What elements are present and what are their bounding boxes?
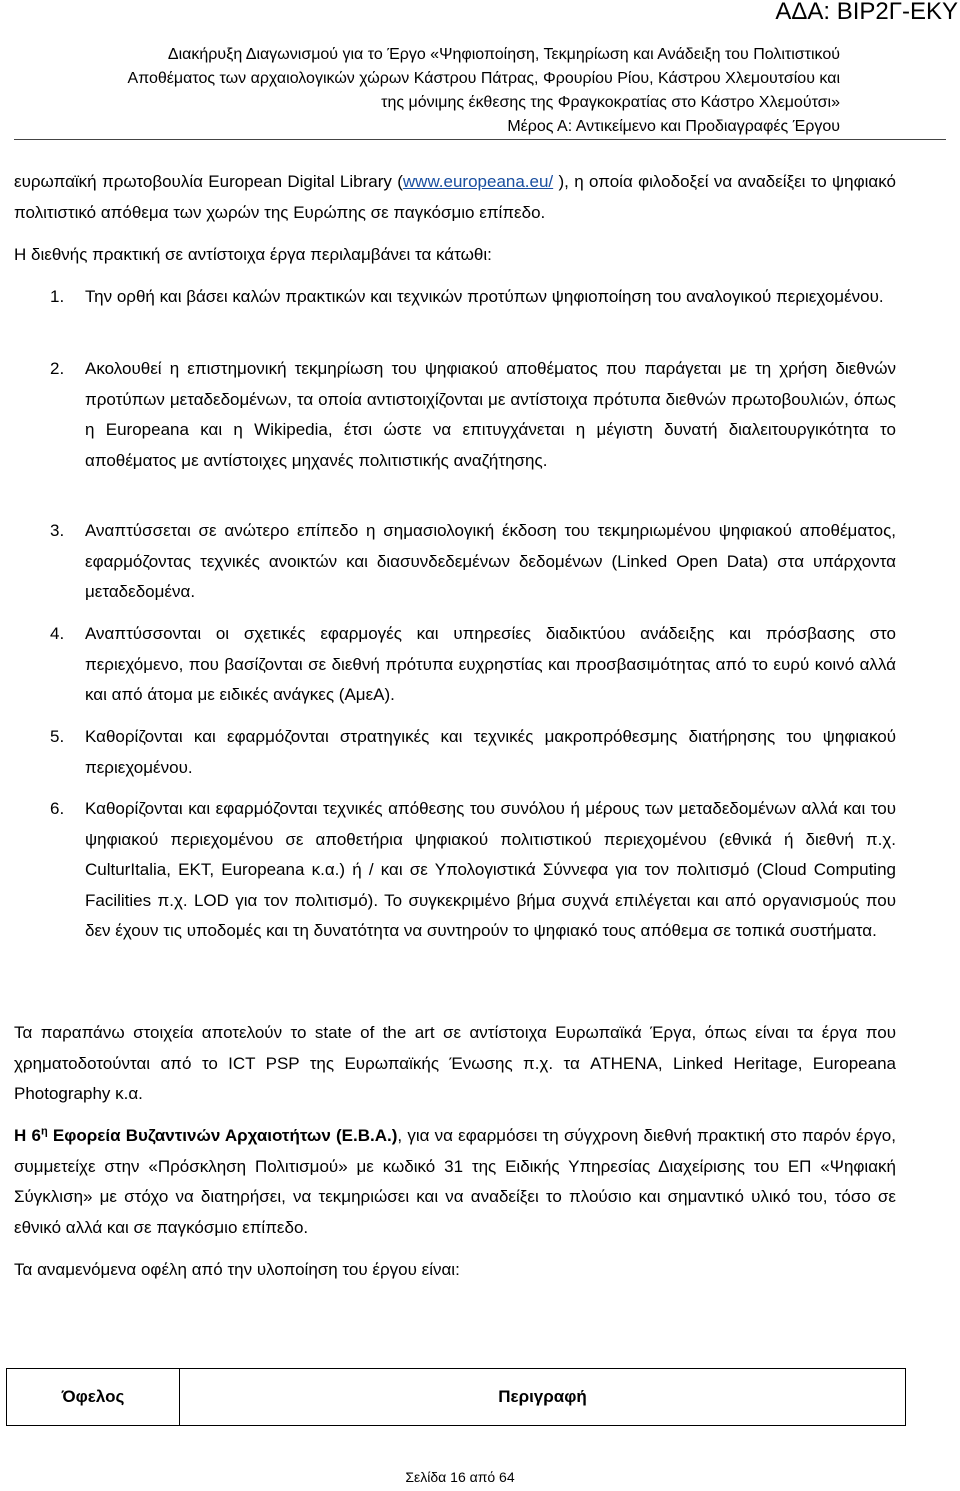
intro-paragraph: [14, 167, 896, 228]
header-line: Μέρος Α: Αντικείμενο και Προδιαγραφές Έργου: [507, 118, 840, 135]
header-line: της μόνιμης έκθεσης της Φραγκοκρατίας στο Κάστρο Χλεμούτσι»: [381, 94, 840, 111]
list-item: [50, 794, 896, 947]
list-text: Αναπτύσσεται σε ανώτερο επίπεδο η σημασιολογική έκδοση του τεκμηριωμένου ψηφιακού αποθέματος, εφαρμόζοντας τεχνικές ανοικτών και διασυνδεδεμένων δεδομένων (Linked Open Data) στα υπάρχοντα μεταδεδομένα.: [85, 521, 896, 601]
intro-text: ευρωπαϊκή πρωτοβουλία European Digital Library (: [14, 172, 403, 191]
list-text: Αναπτύσσονται οι σχετικές εφαρμογές και υπηρεσίες διαδικτύου ανάδειξης και πρόσβασης στο περιεχόμενο, που βασίζονται σε διεθνή πρότυπα ευχρηστίας και προσβασιμότητας από το ευρύ κοινό αλλά και από άτομα με ειδικές ανάγκες (ΑμεΑ).: [85, 624, 896, 704]
list-item: [50, 516, 896, 608]
ephorate-sup: η: [40, 1125, 48, 1138]
ephorate-name-pre: Η 6: [14, 1126, 41, 1145]
list-text: Ακολουθεί η επιστημονική τεκμηρίωση του ψηφιακού αποθέματος που παράγεται με τη χρήση διεθνών προτύπων μεταδεδομένων, τα οποία αντιστοιχίζονται με αντίστοιχα πρότυπα διεθνών πρωτοβουλιών, όπως η Europeana και η Wikipedia, έτσι ώστε να επιτυγχάνεται η μέγιστη δυνατή διαλειτουργικότητα το αποθέματος με αντίστοιχες μηχανές πολιτιστικής αναζήτησης.: [85, 359, 896, 470]
list-number: 1.: [50, 287, 65, 306]
ephorate-name-post: Εφορεία Βυζαντινών Αρχαιοτήτων (Ε.Β.Α.): [47, 1126, 398, 1145]
list-number: 5.: [50, 727, 65, 746]
list-number: 2.: [50, 359, 65, 378]
page-number: Σελίδα 16 από 64: [405, 1469, 515, 1485]
intro-text-end: ), η οποία φιλοδοξεί να αναδείξει το ψηφιακό πολιτιστικό απόθεμα των χωρών της Ευρώπης σε παγκόσμιο επίπεδο.: [14, 172, 896, 222]
table-header-row: [7, 1369, 906, 1426]
list-text: Καθορίζονται και εφαρμόζονται τεχνικές απόθεσης του συνόλου ή μέρους των μεταδεδομένων αλλά και του ψηφιακού περιεχομένου σε αποθετήρια ψηφιακού πολιτιστικού περιεχομένου (εθνικά ή διεθνή π.χ. CulturItalia, ΕΚΤ, Europeana κ.α.) ή / και σε Υπολογιστικά Σύννεφα για τον πολιτισμό (Cloud Computing Facilities π.χ. LOD για τον πολιτισμό). Το συγκεκριμένο βήμα συχνά επιλέγεται και από οργανισμούς που δεν έχουν τις υποδομές και τη δυνατότητα να συντηρούν το ψηφιακό τους απόθεμα σε τοπικά συστήματα.: [85, 799, 896, 940]
list-item: [50, 722, 896, 783]
practice-intro: Η διεθνής πρακτική σε αντίστοιχα έργα περιλαμβάνει τα κάτωθι:: [14, 245, 492, 264]
europeana-link[interactable]: www.europeana.eu/: [402, 172, 554, 191]
list-number: 6.: [50, 799, 65, 818]
list-text: Την ορθή και βάσει καλών πρακτικών και τεχνικών προτύπων ψηφιοποίηση του αναλογικού περιεχομένου.: [85, 287, 884, 306]
list-number: 3.: [50, 521, 65, 540]
list-text: Καθορίζονται και εφαρμόζονται στρατηγικές και τεχνικές μακροπρόθεσμης διατήρησης του ψηφιακού περιεχομένου.: [85, 727, 896, 777]
header-line: Αποθέματος των αρχαιολογικών χώρων Κάστρου Πάτρας, Φρουρίου Ρίου, Κάστρου Χλεμουτσίου και: [127, 70, 840, 87]
state-of-art-paragraph: Τα παραπάνω στοιχεία αποτελούν το state of the art σε αντίστοιχα Ευρωπαϊκά Έργα, όπως είναι τα έργα που χρηματοδοτούνται από το ICT PSP της Ευρωπαϊκής Ένωσης π.χ. τα ATHENA, Linked Heritage, Europeana Photography κ.α.: [14, 1023, 896, 1103]
list-number: 4.: [50, 624, 65, 643]
header-line: Διακήρυξη Διαγωνισμού για το Έργο «Ψηφιοποίηση, Τεκμηρίωση και Ανάδειξη του Πολιτιστικού: [167, 46, 840, 63]
table-header-benefit: Όφελος: [7, 1369, 180, 1426]
list-item: [50, 619, 896, 711]
ada-code: ΑΔΑ: ΒΙΡ2Γ-ΕΚΥ: [775, 0, 958, 25]
benefits-intro: Τα αναμενόμενα οφέλη από την υλοποίηση του έργου είναι:: [14, 1260, 460, 1279]
header-divider: [14, 139, 946, 140]
benefits-table: [6, 1368, 906, 1426]
table-header-description: Περιγραφή: [180, 1369, 906, 1426]
list-item: [50, 282, 896, 313]
ephorate-name: [14, 1126, 397, 1145]
document-header: [0, 43, 840, 139]
list-item: [50, 354, 896, 476]
ephorate-text: , για να εφαρμόσει τη σύγχρονη διεθνή πρακτική στο παρόν έργο, συμμετείχε στην «Πρόσκληση Πολιτισμού» με κωδικό 31 της Ειδικής Υπηρεσίας Διαχείρισης του ΕΠ «Ψηφιακή Σύγκλιση» με στόχο να διατηρήσει, να τεκμηριώσει και να αναδείξει το πλούσιο και σημαντικό υλικό του, τόσο σε εθνικό αλλά και σε παγκόσμιο επίπεδο.: [14, 1126, 896, 1237]
ephorate-paragraph: [14, 1121, 896, 1243]
